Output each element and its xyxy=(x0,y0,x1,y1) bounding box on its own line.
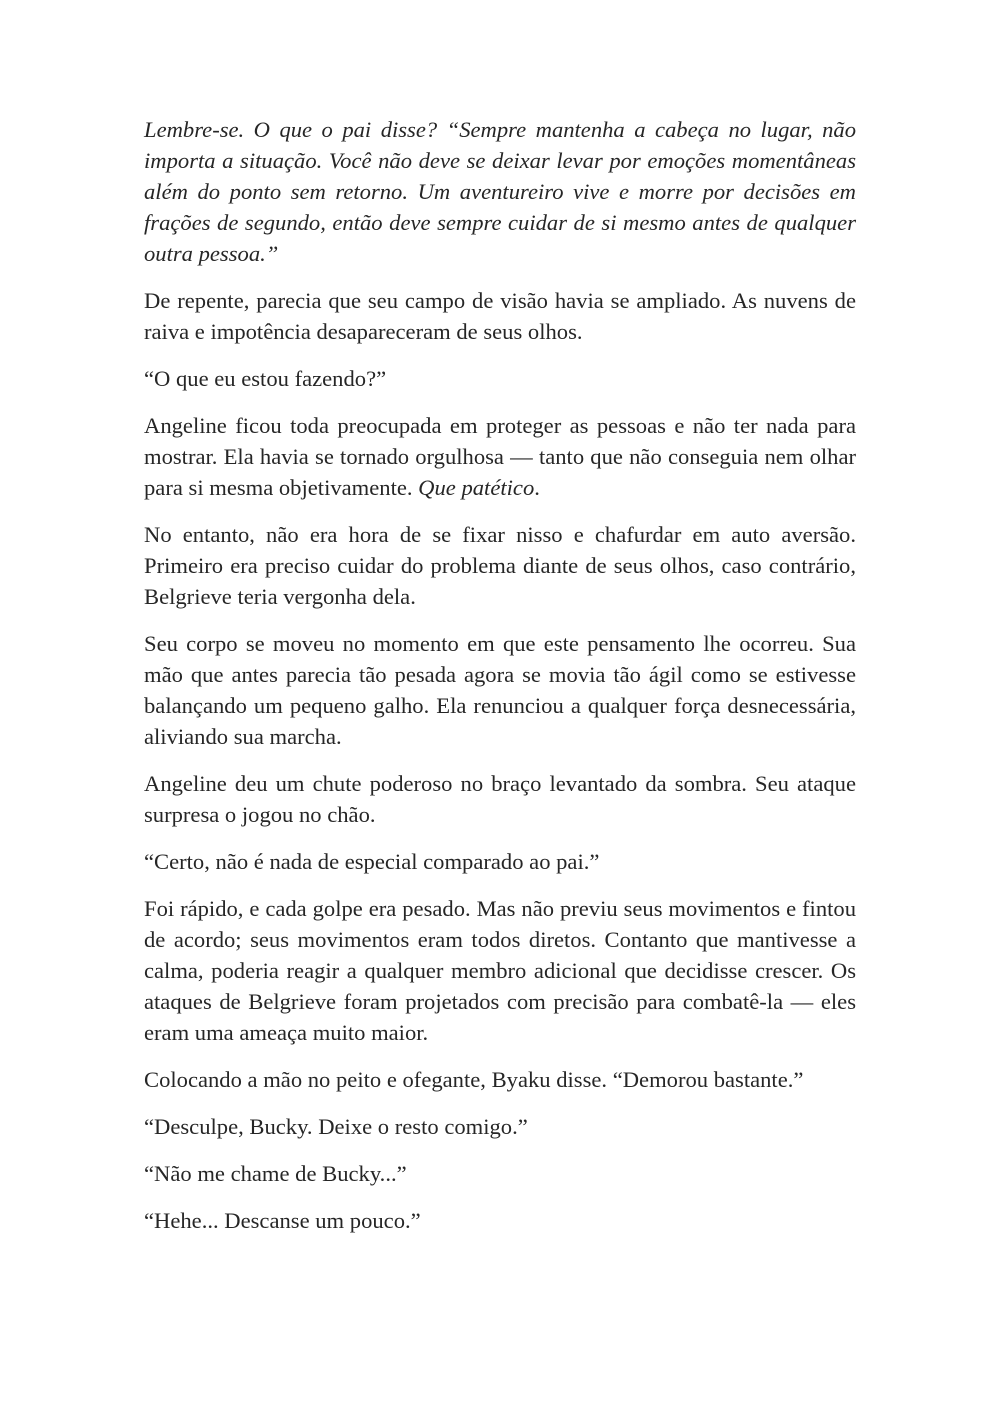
paragraph: Angeline deu um chute poderoso no braço levantado da sombra. Seu ataque surpresa o jogou no chão. xyxy=(144,771,856,827)
paragraph-dialogue: “O que eu estou fazendo?” xyxy=(144,366,387,391)
paragraph-dialogue: “Desculpe, Bucky. Deixe o resto comigo.” xyxy=(144,1114,528,1139)
paragraph: Seu corpo se moveu no momento em que este pensamento lhe ocorreu. Sua mão que antes parecia tão pesada agora se movia tão ágil como se estivesse balançando um pequeno galho. Ela renunciou a qualquer força desnecessária, aliviando sua marcha. xyxy=(144,631,856,749)
paragraph: No entanto, não era hora de se fixar nisso e chafurdar em auto aversão. Primeiro era preciso cuidar do problema diante de seus olhos, caso contrário, Belgrieve teria vergonha dela. xyxy=(144,522,856,609)
paragraph-text: . xyxy=(534,475,540,500)
paragraph-emphasis: Que patético xyxy=(418,475,535,500)
paragraph-dialogue: “Não me chame de Bucky...” xyxy=(144,1161,407,1186)
document-page xyxy=(144,114,856,1252)
paragraph-flashback-quote: Lembre-se. O que o pai disse? “Sempre mantenha a cabeça no lugar, não importa a situação. Você não deve se deixar levar por emoções momentâneas além do ponto sem retorno. Um aventureiro vive e morre por decisões em frações de segundo, então deve sempre cuidar de si mesmo antes de qualquer outra pessoa.” xyxy=(144,117,856,266)
paragraph-dialogue: “Hehe... Descanse um pouco.” xyxy=(144,1208,421,1233)
paragraph: Colocando a mão no peito e ofegante, Byaku disse. “Demorou bastante.” xyxy=(144,1067,804,1092)
paragraph: Foi rápido, e cada golpe era pesado. Mas não previu seus movimentos e fintou de acordo; seus movimentos eram todos diretos. Contanto que mantivesse a calma, poderia reagir a qualquer membro adicional que decidisse crescer. Os ataques de Belgrieve foram projetados com precisão para combatê-la — eles eram uma ameaça muito maior. xyxy=(144,896,856,1045)
paragraph: De repente, parecia que seu campo de visão havia se ampliado. As nuvens de raiva e impotência desapareceram de seus olhos. xyxy=(144,288,856,344)
paragraph xyxy=(144,410,856,503)
paragraph-dialogue: “Certo, não é nada de especial comparado ao pai.” xyxy=(144,849,600,874)
paragraph-text: Angeline ficou toda preocupada em proteger as pessoas e não ter nada para mostrar. Ela havia se tornado orgulhosa — tanto que não conseguia nem olhar para si mesma objetivamente. xyxy=(144,413,856,500)
